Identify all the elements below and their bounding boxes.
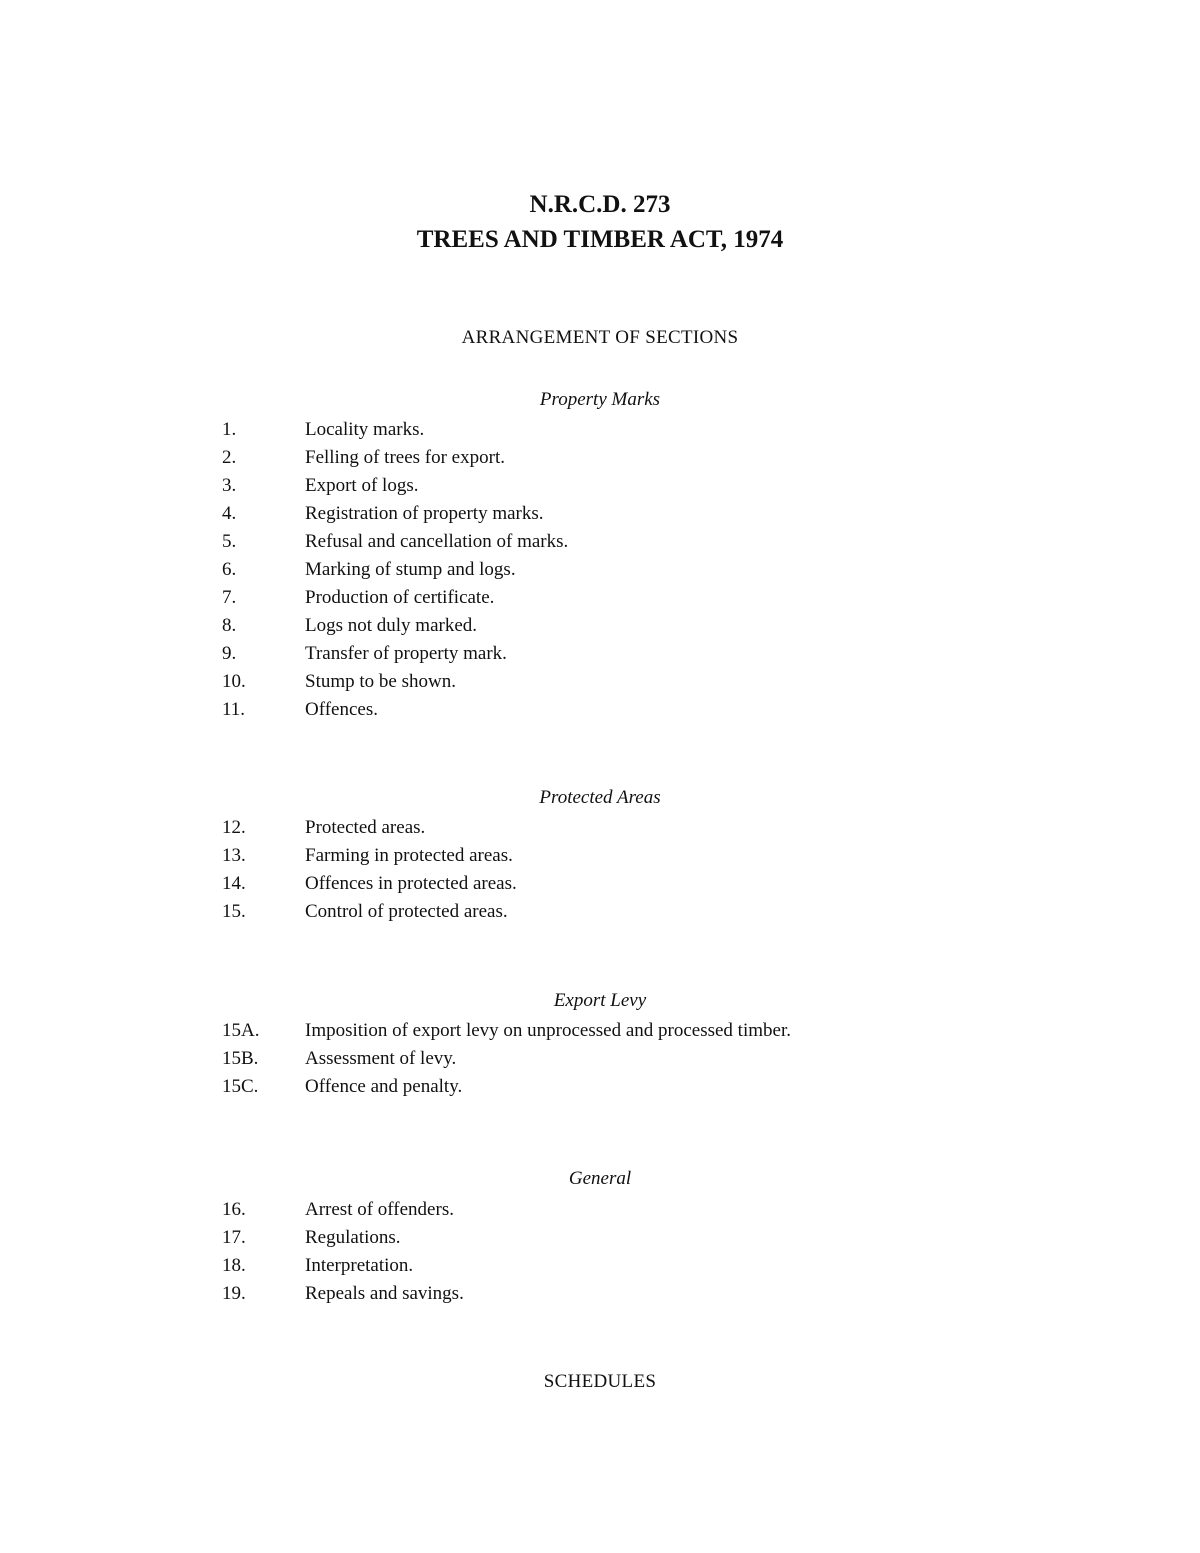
section-title: Control of protected areas. <box>305 901 508 922</box>
section-heading-property-marks: Property Marks <box>539 389 661 410</box>
section-title: Marking of stump and logs. <box>305 559 516 580</box>
section-number: 19. <box>222 1283 246 1304</box>
toc-item <box>0 872 1200 900</box>
toc-item <box>0 1047 1200 1075</box>
section-title: Offence and penalty. <box>305 1076 463 1097</box>
toc-item <box>0 530 1200 558</box>
section-number: 8. <box>222 615 237 636</box>
section-title: Locality marks. <box>305 419 425 440</box>
document-title: TREES AND TIMBER ACT, 1974 <box>416 226 784 253</box>
toc-item <box>0 698 1200 726</box>
section-title: Imposition of export levy on unprocessed and processed timber. <box>305 1020 791 1041</box>
toc-item <box>0 900 1200 928</box>
section-number: 1. <box>222 419 237 440</box>
section-number: 16. <box>222 1199 246 1220</box>
section-number: 6. <box>222 559 237 580</box>
section-title: Farming in protected areas. <box>305 845 513 866</box>
section-number: 7. <box>222 587 237 608</box>
toc-item <box>0 642 1200 670</box>
arrangement-heading: ARRANGEMENT OF SECTIONS <box>461 327 739 348</box>
section-number: 12. <box>222 817 246 838</box>
toc-item <box>0 558 1200 586</box>
section-number: 15C. <box>222 1076 259 1097</box>
section-number: 11. <box>222 699 246 720</box>
toc-item <box>0 1198 1200 1226</box>
toc-item <box>0 1226 1200 1254</box>
section-title: Production of certificate. <box>305 587 495 608</box>
section-title: Repeals and savings. <box>305 1283 464 1304</box>
section-title: Stump to be shown. <box>305 671 456 692</box>
toc-item <box>0 670 1200 698</box>
document-code: N.R.C.D. 273 <box>529 191 671 218</box>
section-number: 2. <box>222 447 237 468</box>
section-number: 15B. <box>222 1048 259 1069</box>
section-number: 4. <box>222 503 237 524</box>
section-title: Regulations. <box>305 1227 401 1248</box>
section-number: 14. <box>222 873 246 894</box>
section-number: 15A. <box>222 1020 260 1041</box>
section-number: 17. <box>222 1227 246 1248</box>
section-number: 13. <box>222 845 246 866</box>
section-number: 10. <box>222 671 246 692</box>
section-title: Transfer of property mark. <box>305 643 507 664</box>
section-heading-general: General <box>568 1168 632 1189</box>
schedules-heading: SCHEDULES <box>543 1371 657 1392</box>
toc-item <box>0 474 1200 502</box>
section-title: Export of logs. <box>305 475 419 496</box>
toc-item <box>0 418 1200 446</box>
section-title: Protected areas. <box>305 817 426 838</box>
toc-item <box>0 446 1200 474</box>
section-heading-protected-areas: Protected Areas <box>539 787 661 808</box>
section-title: Arrest of offenders. <box>305 1199 454 1220</box>
toc-item <box>0 844 1200 872</box>
toc-item <box>0 1019 1200 1047</box>
section-title: Felling of trees for export. <box>305 447 505 468</box>
section-number: 15. <box>222 901 246 922</box>
section-number: 9. <box>222 643 237 664</box>
section-heading-export-levy: Export Levy <box>553 990 647 1011</box>
section-title: Registration of property marks. <box>305 503 544 524</box>
toc-item <box>0 502 1200 530</box>
section-number: 18. <box>222 1255 246 1276</box>
section-title: Assessment of levy. <box>305 1048 457 1069</box>
toc-item <box>0 816 1200 844</box>
toc-item <box>0 1075 1200 1103</box>
toc-item <box>0 1254 1200 1282</box>
toc-item <box>0 1282 1200 1310</box>
toc-item <box>0 614 1200 642</box>
toc-item <box>0 586 1200 614</box>
section-number: 5. <box>222 531 237 552</box>
section-number: 3. <box>222 475 237 496</box>
section-title: Offences. <box>305 699 378 720</box>
section-title: Logs not duly marked. <box>305 615 478 636</box>
section-title: Offences in protected areas. <box>305 873 517 894</box>
section-title: Interpretation. <box>305 1255 414 1276</box>
section-title: Refusal and cancellation of marks. <box>305 531 569 552</box>
